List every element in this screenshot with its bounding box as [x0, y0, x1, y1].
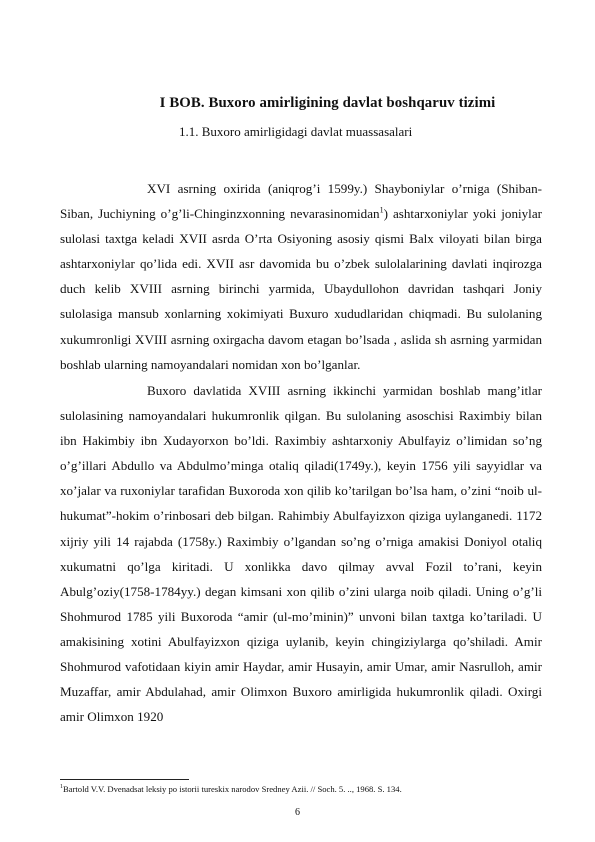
paragraph-2: Buxoro davlatida XVIII asrning ikkinchi yarmidan boshlab mang’itlar sulolasining namoyandalari hukumronlik qilgan. Bu sulolaning asoschisi Raximbiy bilan ibn Hakimbiy ibn Xudayorxon bo’ldi. Raximbiy ashtarxoniy Abulfayiz o’limidan so’ng o’g’illari Abdullo va Abdulmo’minga otaliq qiladi(1749y.), keyin 1756 yili sayyidlar va xo’jalar va ruxoniylar tarafidan Buxoroda xon qilib ko’tarilgan bo’lsa ham, o’zini “noib ul-hukumat”-hokim o’rinbosari deb bilgan. Rahimbiy Abulfayizxon qiziga uylanganedi. 1172 xijriy yili 14 rajabda (1758y.) Raximbiy o’lgandan so’ng o’rniga amakisi Doniyol otaliq xukumatni qo’lga kiritadi. U xonlikka davo qilmay avval Fozil to’rani, keyin Abulg’oziy(1758-1784yy.) degan kimsani xon qilib o’zini ularga noib qiladi. Uning o’g’li Shohmurod 1785 yili Buxoroda “amir (ul-mo’minin)” unvoni bilan taxtga ko’tariladi. U amakisining xotini Abulfayizxon qiziga uylanib, keyin chingiziylarga qo’shiladi. Amir Shohmurod vafotidaan kiyin amir Haydar, amir Husayin, amir Umar, amir Nasrulloh, amir Muzaffar, amir Abdulahad, amir Olimxon Buxoro amirligida hukumronlik qiladi. Oxirgi amir Olimxon 1920: [60, 383, 542, 725]
paragraph-1-text-b: ) ashtarxoniylar yoki joniylar sulolasi taxtga keladi XVII asrda O’rta Osiyoning asosiy qismi Balx viloyati bilan birga ashtarxoniylar qo’lida edi. XVII asr davomida bu o’zbek sulolalarining davlati inqirozga duch kelib XVIII asrning birinchi yarmida, Ubaydullohon davridan tashqari Joniy sulolasiga mansub xonlarning xokimiyati Buxuro xududlaridan chiqmadi. Bu sulolaning xukumronligi XVIII asrning oxirgacha davom etagan bo’lsada , aslida sh asrning yarmidan boshlab ularning namoyandalari nomidan xon bo’lganlar.: [60, 206, 542, 372]
footnote-marker: 1: [60, 784, 63, 791]
footnote-text: Bartold V.V. Dvenadsat leksiy po istorii tureskix narodov Sredney Azii. // Soch. 5. .., 1968. S. 134.: [63, 784, 402, 794]
footnote-reference[interactable]: 1: [379, 205, 384, 215]
page-number: 6: [295, 807, 300, 818]
footnote-divider: [60, 779, 189, 780]
paragraph-1-text-a: XVI asrning oxirida (aniqrog’i 1599y.) Shayboniylar o’rniga (Shiban-Siban, Juchiyning o’g’li-Chinginzxonning nevarasinomidan: [60, 181, 542, 222]
chapter-title: I BOB. Buxoro amirligining davlat boshqaruv tizimi: [159, 95, 496, 111]
footnote: [60, 784, 402, 794]
paragraph-1: [60, 176, 542, 377]
section-subtitle: 1.1. Buxoro amirligidagi davlat muassasalari: [179, 124, 413, 139]
